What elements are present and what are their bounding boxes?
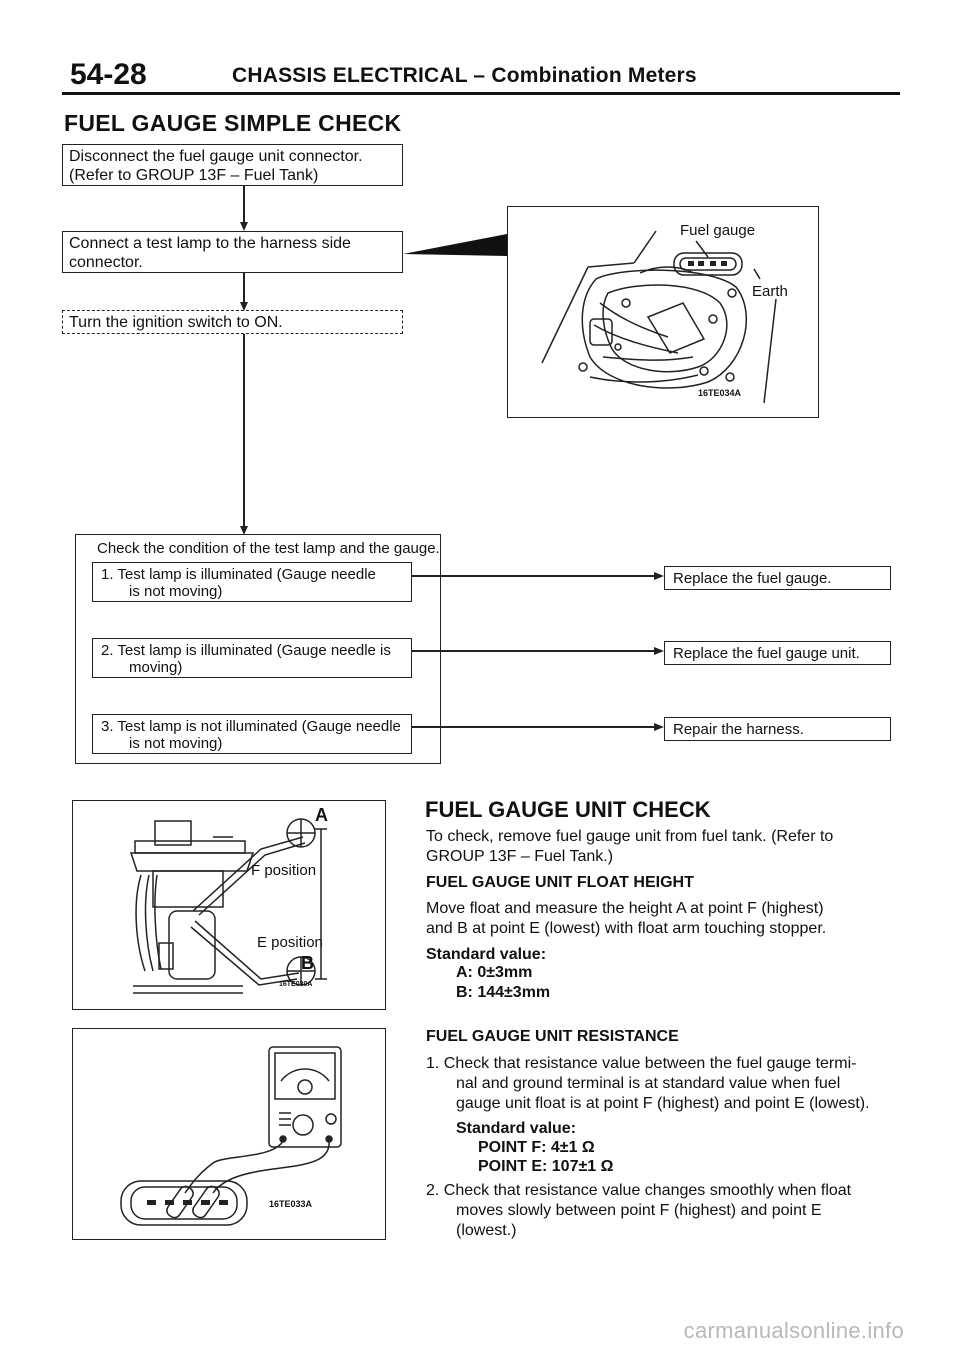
result-arrow-3 [654, 723, 664, 731]
float-standard-b: B: 144±3mm [456, 984, 551, 1001]
point-a-label: A [315, 805, 328, 825]
result2-text: Replace the fuel gauge unit. [673, 645, 860, 662]
option3-line1: 3. Test lamp is not illuminated (Gauge needle [101, 718, 401, 735]
point-b-label: B [301, 953, 314, 973]
result-box-1 [664, 566, 891, 590]
condition-title: Check the condition of the test lamp and the gauge. [97, 540, 440, 557]
multimeter-figure [72, 1028, 386, 1240]
step1-line1: Disconnect the fuel gauge unit connector. [69, 148, 363, 165]
result-line-1 [412, 575, 656, 577]
res2-line2: moves slowly between point F (highest) and point E [456, 1202, 822, 1219]
flow-arrow-1 [240, 222, 248, 231]
result-box-2 [664, 641, 891, 665]
figure-code-1: 16TE034A [698, 388, 742, 398]
option2-line2: moving) [129, 659, 183, 676]
resistance-item-2 [426, 1181, 910, 1241]
result1-text: Replace the fuel gauge. [673, 570, 832, 587]
earth-label: Earth [752, 283, 788, 300]
step3-text: Turn the ignition switch to ON. [69, 314, 283, 331]
float-height-title: FUEL GAUGE UNIT FLOAT HEIGHT [426, 874, 694, 891]
option1-line1: 1. Test lamp is illuminated (Gauge needle [101, 566, 376, 583]
result3-text: Repair the harness. [673, 721, 804, 738]
e-position-label: E position [257, 934, 323, 951]
step-disconnect-box [62, 144, 403, 186]
flow-line-1 [243, 186, 245, 226]
unit-check-intro [426, 827, 908, 867]
float-line2: and B at point E (lowest) with float arm touching stopper. [426, 920, 827, 937]
step1-line2: (Refer to GROUP 13F – Fuel Tank) [69, 167, 319, 184]
figure-pointer [403, 232, 507, 262]
option3-line2: is not moving) [129, 735, 223, 752]
res1-line2: nal and ground terminal is at standard value when fuel [456, 1075, 841, 1092]
float-arm-drawing [73, 801, 384, 1008]
step2-line2: connector. [69, 254, 143, 271]
resistance-item-1 [426, 1054, 910, 1114]
figure-code-3: 16TE033A [269, 1199, 313, 1209]
chapter-title: CHASSIS ELECTRICAL – Combination Meters [232, 64, 697, 87]
f-position-label: F position [251, 862, 317, 879]
option2-line1: 2. Test lamp is illuminated (Gauge needle is [101, 642, 391, 659]
flow-line-3 [243, 334, 245, 530]
intro-line1: To check, remove fuel gauge unit from fuel tank. (Refer to [426, 828, 834, 845]
float-line1: Move float and measure the height A at point F (highest) [426, 900, 824, 917]
figure-code-2: 16TE030A [279, 981, 313, 988]
res1-line3: gauge unit float is at point F (highest) and point E (lowest). [456, 1095, 870, 1112]
result-box-3 [664, 717, 891, 741]
multimeter-drawing [73, 1029, 384, 1238]
res1-line1: 1. Check that resistance value between the fuel gauge termi- [426, 1055, 857, 1072]
resistance-standard-f: POINT F: 4±1 Ω [478, 1139, 595, 1156]
step2-line1: Connect a test lamp to the harness side [69, 235, 351, 252]
float-standard-a: A: 0±3mm [456, 964, 533, 981]
resistance-standard-e: POINT E: 107±1 Ω [478, 1158, 614, 1175]
resistance-title: FUEL GAUGE UNIT RESISTANCE [426, 1028, 679, 1045]
fuel-gauge-figure [507, 206, 819, 418]
page-number: 54-28 [70, 58, 147, 91]
result-arrow-1 [654, 572, 664, 580]
simple-check-title: FUEL GAUGE SIMPLE CHECK [64, 110, 402, 136]
res2-line1: 2. Check that resistance value changes smoothly when float [426, 1182, 852, 1199]
unit-check-title: FUEL GAUGE UNIT CHECK [425, 797, 711, 822]
step-connect-box [62, 231, 403, 273]
watermark: carmanualsonline.info [683, 1318, 904, 1343]
condition-option-2 [92, 638, 412, 678]
result-arrow-2 [654, 647, 664, 655]
condition-option-1 [92, 562, 412, 602]
intro-line2: GROUP 13F – Fuel Tank.) [426, 848, 614, 865]
condition-option-3 [92, 714, 412, 754]
float-standard-label: Standard value: [426, 946, 547, 963]
resistance-standard-label: Standard value: [456, 1120, 577, 1137]
step-ignition-box [62, 310, 403, 334]
float-height-text [426, 899, 908, 939]
result-line-3 [412, 726, 656, 728]
header-rule [62, 92, 900, 95]
fuel-gauge-label: Fuel gauge [680, 222, 756, 239]
float-height-figure [72, 800, 386, 1010]
option1-line2: is not moving) [129, 583, 223, 600]
fuel-gauge-unit-drawing [508, 207, 817, 416]
result-line-2 [412, 650, 656, 652]
res2-line3: (lowest.) [456, 1222, 517, 1239]
